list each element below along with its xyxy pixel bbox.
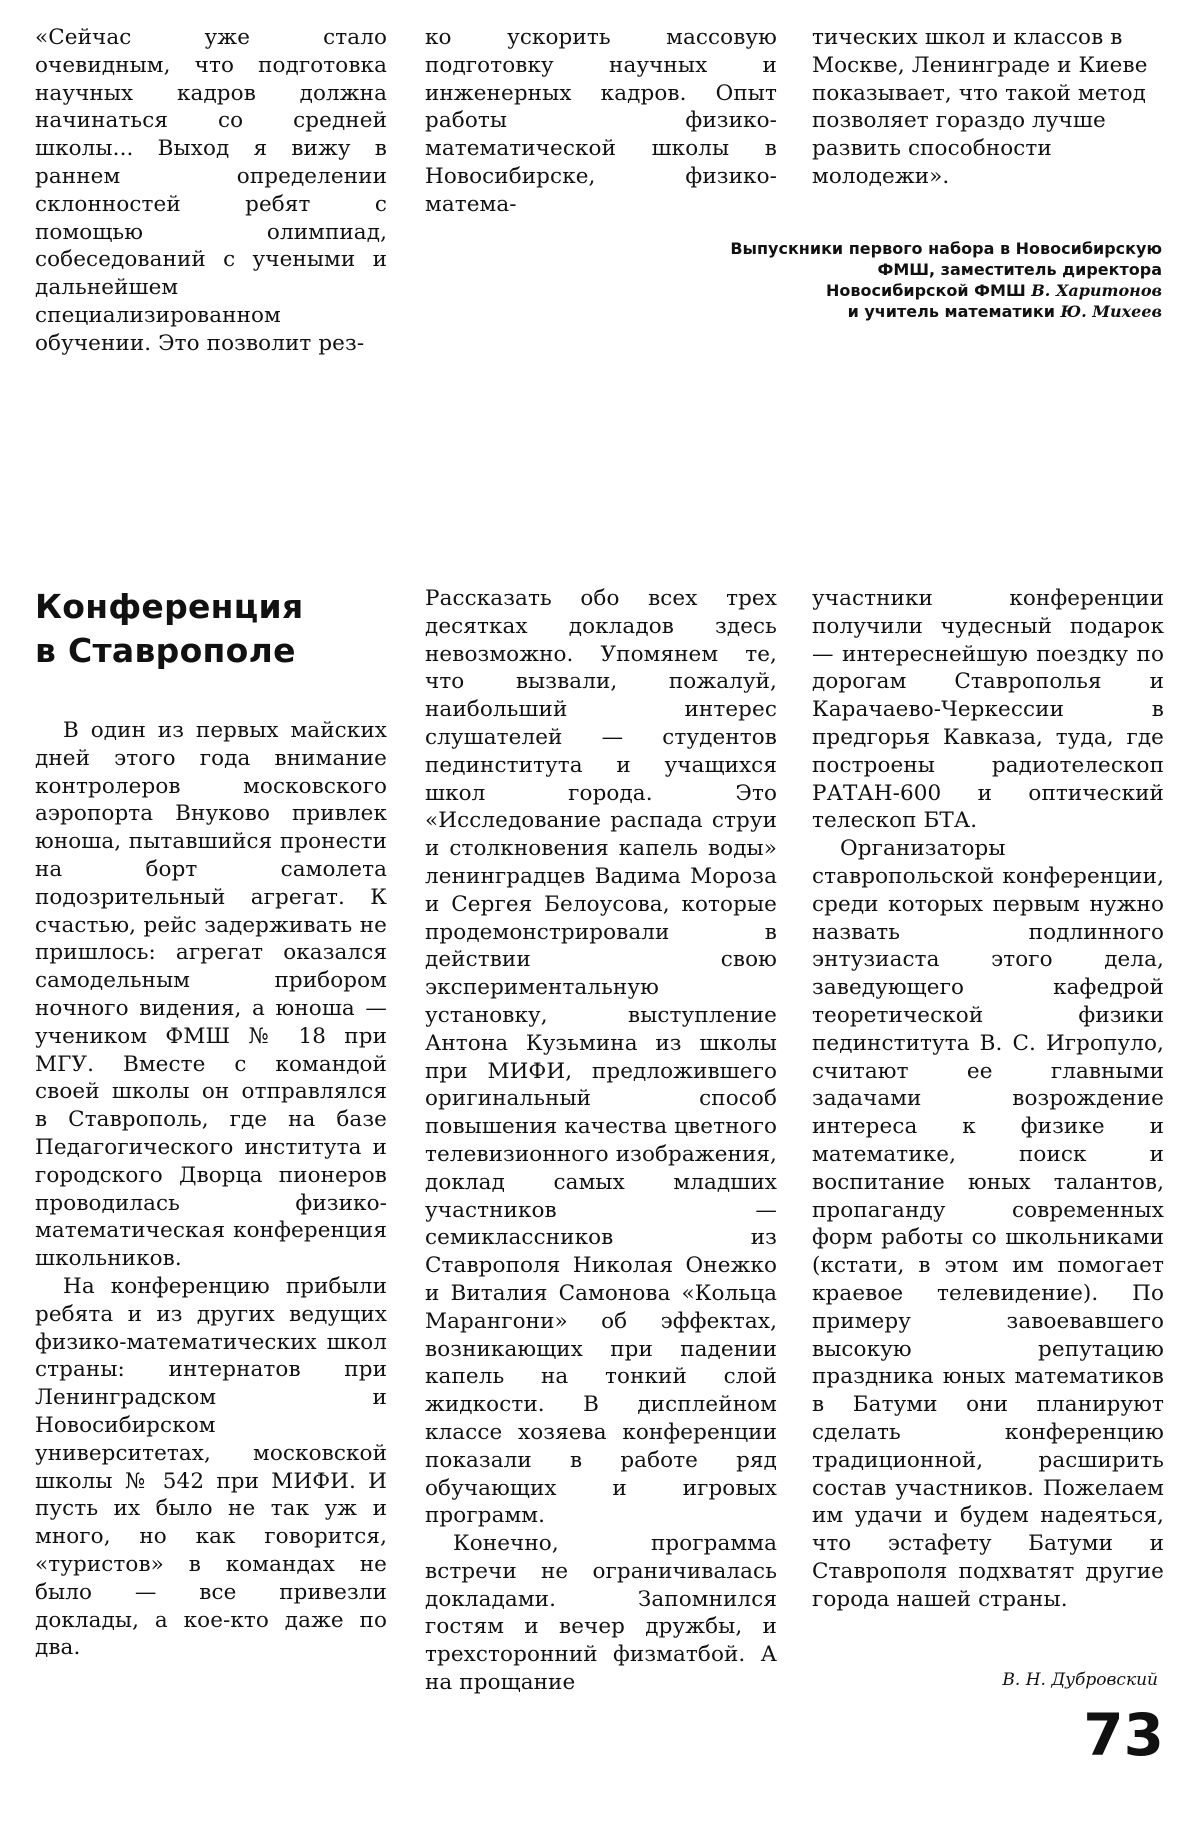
- quote-column-2: [425, 24, 777, 219]
- quote-text-part-1: «Сейчас уже стало очевидным, что подготовка научных кадров должна начинаться со средней школы... Выход я вижу в раннем определении склонностей ребят с помощью олимпиад, собеседований с учеными и дальнейшем специализированном обучении. Это позволит рез-: [35, 25, 387, 356]
- article-paragraph: Рассказать обо всех трех десятках докладов здесь невозможно. Упомянем те, что вызвали, пожалуй, наибольший интерес слушателей — студентов пединститута и учащихся школ города. Это «Исследование распада струи и столкновения капель воды» ленинградцев Вадима Мороза и Сергея Белоусова, которые продемонстрировали в действии свою экспериментальную установку, выступление Антона Кузьмина из школы при МИФИ, предложившего оригинальный способ повышения качества цветного телевизионного изображения, доклад самых младших участников — семиклассников из Ставрополя Николая Онежко и Виталия Самонова «Кольца Марангони» об эффектах, возникающих при падении капель на тонкий слой жидкости. В дисплейном классе хозяева конференции показали в работе ряд обучающих и игровых программ.: [425, 586, 777, 1529]
- caption-line: ФМШ, заместитель директора: [877, 260, 1162, 279]
- caption-line: [602, 280, 1162, 301]
- article-paragraph: Конечно, программа встречи не ограничивалась докладами. Запомнился гостям и вечер дружбы, и трехсторонний физматбой. А на прощание: [425, 1531, 777, 1696]
- quote-text-part-3: тических школ и классов в Москве, Ленинграде и Киеве показывает, что такой метод позволяет гораздо лучше развить способности молодежи».: [812, 25, 1148, 189]
- author-signature: В. Н. Дубровский: [1002, 1670, 1158, 1690]
- article-paragraph: участники конференции получили чудесный подарок — интереснейшую поездку по дорогам Ставрополья и Карачаево-Черкессии в предгорья Кавказа, туда, где построены радиотелескоп РАТАН-600 и оптический телескоп БТА.: [812, 586, 1164, 834]
- page-number: 73: [1083, 1701, 1164, 1769]
- quote-text-part-2: ко ускорить массовую подготовку научных и инженерных кадров. Опыт работы физико-математической школы в Новосибирске, физико-матема-: [425, 25, 777, 217]
- caption-line: Выпускники первого набора в Новосибирскую: [730, 239, 1162, 258]
- article-column-3: [812, 585, 1164, 1613]
- caption-text: и учитель математики: [847, 302, 1061, 321]
- caption-person-name: В. Харитонов: [1031, 281, 1162, 300]
- caption-person-name: Ю. Михеев: [1060, 302, 1162, 321]
- article-column-2: [425, 585, 777, 1697]
- caption-line: [602, 301, 1162, 322]
- quote-column-1: [35, 24, 387, 358]
- article-title-line: в Ставрополе: [35, 631, 296, 670]
- article-column-1: [35, 717, 387, 1662]
- article-title: [35, 585, 303, 673]
- quote-column-3: [812, 24, 1160, 191]
- photo-caption: [602, 238, 1162, 322]
- article-title-line: Конференция: [35, 587, 304, 626]
- article-paragraph: В один из первых майских дней этого года внимание контролеров московского аэропорта Внуково привлек юноша, пытавшийся пронести на борт самолета подозрительный агрегат. К счастью, рейс задерживать не пришлось: агрегат оказался самодельным прибором ночного видения, а юноша — учеником ФМШ № 18 при МГУ. Вместе с командой своей школы он отправлялся в Ставрополь, где на базе Педагогического института и городского Дворца пионеров проводилась физико-математическая конференция школьников.: [35, 718, 387, 1272]
- article-paragraph: Организаторы ставропольской конференции, среди которых первым нужно назвать подлинного энтузиаста этого дела, заведующего кафедрой теоретической физики пединститута В. С. Игропуло, считают ее главными задачами возрождение интереса к физике и математике, поиск и воспитание юных талантов, пропаганду современных форм работы со школьниками (кстати, в этом им помогает краевое телевидение). По примеру завоевавшего высокую репутацию праздника юных математиков в Батуми они планируют сделать конференцию традиционной, расширить состав участников. Пожелаем им удачи и будем надеяться, что эстафету Батуми и Ставрополя подхватят другие города нашей страны.: [812, 836, 1164, 1612]
- article-paragraph: На конференцию прибыли ребята и из других ведущих физико-математических школ страны: интернатов при Ленинградском и Новосибирском университетах, московской школы № 542 при МИФИ. И пусть их было не так уж и много, но как говорится, «туристов» в командах не было — все привезли доклады, а кое-кто даже по два.: [35, 1273, 387, 1661]
- caption-text: Новосибирской ФМШ: [826, 281, 1032, 300]
